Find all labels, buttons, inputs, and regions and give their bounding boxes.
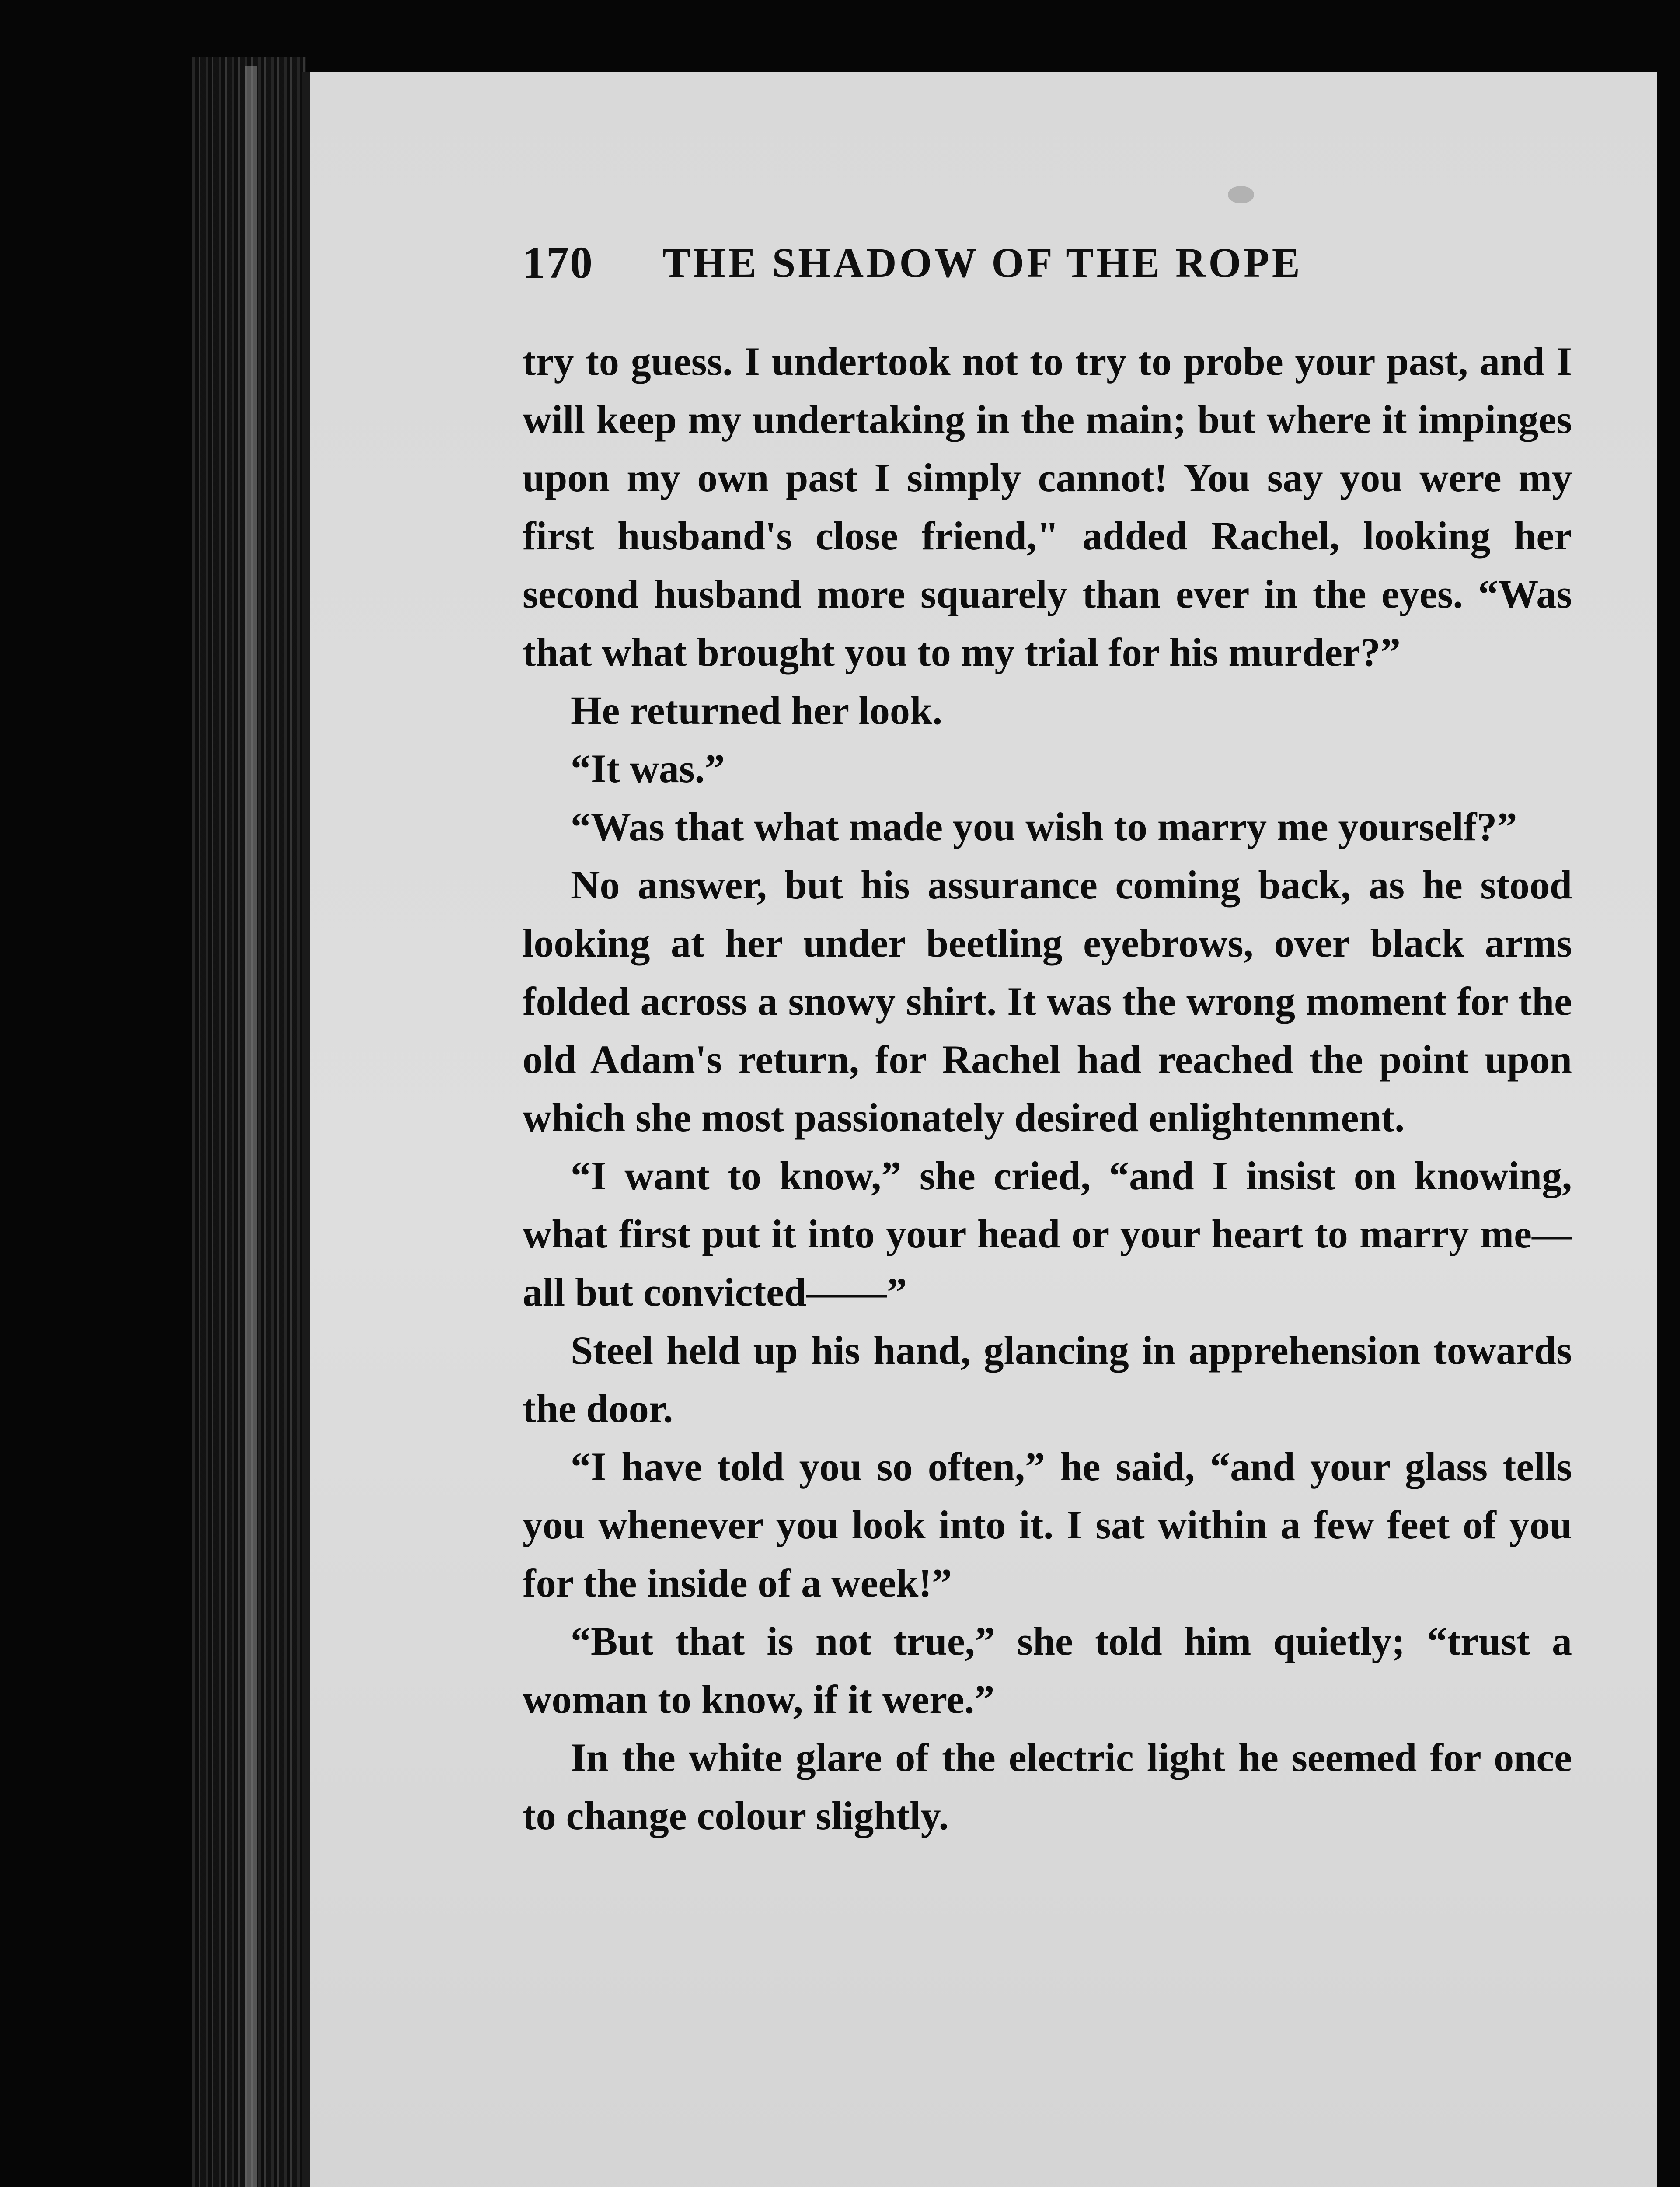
paragraph: “Was that what made you wish to marry me yourself?” [571,804,1517,849]
paragraph: He returned her look. [571,688,943,733]
paragraph: try to guess. I undertook not to try to probe your past, and I will keep my undertaking in the main; but where it impinges upon my own past I simply cannot! You say you were my first husband's close friend," added Rachel, looking her second husband more squarely than ever in the eyes. “Was that what brought you to my trial for his murder?” [523,339,1572,674]
paragraph: No answer, but his assurance coming back, as he stood looking at her under beetling eyebrows, over black arms folded across a snowy shirt. It was the wrong moment for the old Adam's return, for Rachel had reached the point upon which she most passionately desired enlightenment. [523,863,1572,1140]
page-edge-highlight [245,66,257,2187]
paragraph: “I have told you so often,” he said, “and your glass tells you whenever you look into it. I sat within a few feet of you for the inside of a week!” [523,1444,1572,1605]
running-head [523,227,1415,297]
page-number: 170 [523,237,593,288]
paragraph: “It was.” [571,746,725,791]
book-title: THE SHADOW OF THE ROPE [662,239,1303,286]
paragraph: “I want to know,” she cried, “and I insist on knowing, what first put it into your head or your heart to marry me—all but convicted——” [523,1153,1572,1314]
paragraph: “But that is not true,” she told him quietly; “trust a woman to know, if it were.” [523,1619,1572,1722]
page-smudge [1228,186,1254,203]
paragraph: In the white glare of the electric light he seemed for once to change colour slightly. [523,1735,1572,1838]
paragraph: Steel held up his hand, glancing in apprehension towards the door. [523,1328,1572,1431]
body-text [523,332,1572,1845]
